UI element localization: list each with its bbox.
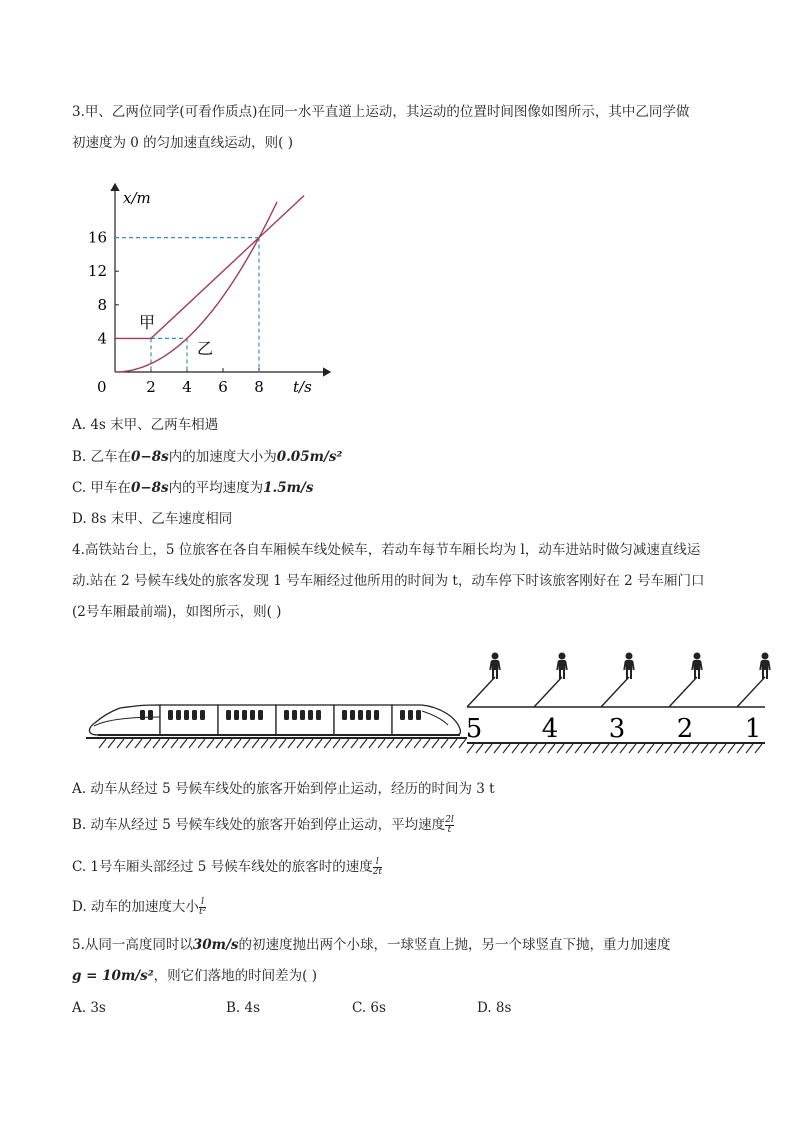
q4-text-line2: 动.站在 2 号候车线处的旅客发现 1 号车厢经过他所用的时间为 t，动车停下时该旅客刚好在 2 号车厢门口: [72, 573, 705, 589]
ground-hatch: [719, 744, 726, 753]
x-tick-label: 4: [182, 378, 192, 396]
train-window: [168, 710, 173, 720]
ground-hatch: [494, 744, 501, 753]
q5-text-line1: 5.从同一高度同时以30m/s的初速度抛出两个小球，一球竖直上抛，另一个球竖直下抛，重力加速度: [72, 937, 671, 953]
q4-option-c: C. 1号车厢头部经过 5 号候车线处的旅客时的速度 $\frac{l}{2t}$: [72, 857, 383, 877]
ground-hatch: [467, 744, 474, 753]
q5-option-a: A. 3s: [72, 1000, 106, 1016]
train-window: [258, 710, 263, 720]
ground-hatch: [620, 744, 627, 753]
ground-hatch: [225, 739, 232, 748]
train-window: [148, 710, 153, 720]
ground-hatch: [746, 744, 753, 753]
train-window: [366, 710, 371, 720]
ground-hatch: [584, 744, 591, 753]
train-window: [400, 710, 405, 720]
ground-hatch: [153, 739, 160, 748]
passenger-figure: [490, 653, 500, 680]
platform-number-3: 3: [608, 714, 626, 744]
ground-hatch: [351, 739, 358, 748]
q4-text-line1: 4.高铁站台上，5 位旅客在各自车厢候车线处候车，若动车每节车厢长均为 l，动车进站时做匀减速直线运: [72, 542, 701, 558]
platform-number-5: 5: [465, 714, 483, 744]
ground-hatch: [117, 739, 124, 748]
ground-hatch: [108, 739, 115, 748]
train-window: [226, 710, 231, 720]
train-window: [242, 710, 247, 720]
ground-hatch: [360, 739, 367, 748]
ground-hatch: [432, 739, 439, 748]
ground-hatch: [144, 739, 151, 748]
ground-hatch: [342, 739, 349, 748]
ground-hatch: [683, 744, 690, 753]
ground-hatch: [450, 739, 457, 748]
ground-hatch: [665, 744, 672, 753]
ground-hatch: [575, 744, 582, 753]
ground-hatch: [728, 744, 735, 753]
ground-hatch: [315, 739, 322, 748]
position-time-graph: [85, 170, 345, 405]
q3-option-c: C. 甲车在0−8s内的平均速度为1.5m/s: [72, 480, 314, 496]
x-tick-label: 8: [254, 378, 264, 396]
ground-hatch: [162, 739, 169, 748]
ground-hatch: [189, 739, 196, 748]
passenger-figure: [557, 653, 567, 680]
y-tick-label: 8: [97, 295, 107, 314]
train-window: [308, 710, 313, 720]
train-platform-illustration: [82, 645, 772, 760]
ground-hatch: [180, 739, 187, 748]
q4-option-d: D. 动车的加速度大小 $\frac{l}{\text{t²}}$: [72, 897, 207, 917]
ground-hatch: [476, 744, 483, 753]
train-window: [342, 710, 347, 720]
y-tick-label: 16: [87, 228, 107, 247]
ground-hatch: [638, 744, 645, 753]
ground-hatch: [279, 739, 286, 748]
ground-hatch: [324, 739, 331, 748]
ground-hatch: [207, 739, 214, 748]
train-window: [350, 710, 355, 720]
train-window: [176, 710, 181, 720]
ground-hatch: [755, 744, 762, 753]
ground-hatch: [288, 739, 295, 748]
x-axis-label: t/s: [293, 378, 312, 396]
ground-hatch: [656, 744, 663, 753]
ground-hatch: [441, 739, 448, 748]
waiting-line-4: [534, 677, 562, 707]
platform-number-2: 2: [676, 714, 694, 744]
series-label-yi: 乙: [197, 339, 214, 358]
q4-option-b: B. 动车从经过 5 号候车线处的旅客开始到停止运动，平均速度 $\frac{2l}{t}$: [72, 815, 454, 835]
y-axis-label: x/m: [123, 189, 151, 207]
passenger-figure: [692, 653, 702, 680]
ground-hatch: [387, 739, 394, 748]
high-speed-train: [89, 705, 460, 735]
waiting-line-5: [467, 677, 495, 707]
train-window: [140, 710, 145, 720]
q3-text-line2: 初速度为 0 的匀加速直线运动，则( ): [72, 135, 293, 151]
ground-hatch: [521, 744, 528, 753]
ground-hatch: [234, 739, 241, 748]
ground-hatch: [647, 744, 654, 753]
q3-option-a: A. 4s 末甲、乙两车相遇: [72, 417, 219, 433]
ground-hatch: [611, 744, 618, 753]
q5-option-d: D. 8s: [477, 1000, 512, 1016]
ground-hatch: [485, 744, 492, 753]
ground-hatch: [602, 744, 609, 753]
ground-hatch: [378, 739, 385, 748]
train-window: [416, 710, 421, 720]
train-window: [250, 710, 255, 720]
ground-hatch: [270, 739, 277, 748]
ground-hatch: [629, 744, 636, 753]
ground-hatch: [243, 739, 250, 748]
origin-label: 0: [97, 378, 107, 396]
q4-option-a: A. 动车从经过 5 号候车线处的旅客开始到停止运动，经历的时间为 3 t: [72, 781, 495, 797]
ground-hatch: [306, 739, 313, 748]
ground-hatch: [674, 744, 681, 753]
ground-hatch: [369, 739, 376, 748]
train-window: [316, 710, 321, 720]
ground-hatch: [530, 744, 537, 753]
train-window: [408, 710, 413, 720]
ground-hatch: [297, 739, 304, 748]
ground-hatch: [548, 744, 555, 753]
y-tick-label: 12: [87, 262, 107, 281]
x-tick-label: 6: [218, 378, 228, 396]
ground-hatch: [216, 739, 223, 748]
platform-number-1: 1: [744, 714, 762, 744]
ground-hatch: [414, 739, 421, 748]
ground-hatch: [539, 744, 546, 753]
x-tick-label: 2: [146, 378, 156, 396]
train-window: [200, 710, 205, 720]
ground-hatch: [503, 744, 510, 753]
ground-hatch: [692, 744, 699, 753]
ground-hatch: [737, 744, 744, 753]
train-window: [284, 710, 289, 720]
ground-hatch: [171, 739, 178, 748]
ground-hatch: [593, 744, 600, 753]
q5-text-line2: g = 10m/s²，则它们落地的时间差为( ): [72, 968, 317, 984]
q3-option-b: B. 乙车在0−8s内的加速度大小为0.05m/s²: [72, 449, 343, 465]
ground-hatch: [252, 739, 259, 748]
series-line-yi: [115, 202, 277, 372]
passenger-figure: [624, 653, 634, 680]
waiting-line-2: [669, 677, 697, 707]
y-tick-label: 4: [97, 329, 107, 348]
ground-hatch: [135, 739, 142, 748]
ground-hatch: [405, 739, 412, 748]
q3-text-line1: 3.甲、乙两位同学(可看作质点)在同一水平直道上运动，其运动的位置时间图像如图所示，其中乙同学做: [72, 104, 690, 120]
ground-hatch: [396, 739, 403, 748]
q4-text-line3: (2号车厢最前端)，如图所示，则( ): [72, 604, 282, 620]
ground-hatch: [99, 739, 106, 748]
ground-hatch: [261, 739, 268, 748]
ground-hatch: [710, 744, 717, 753]
train-window: [184, 710, 189, 720]
series-label-jia: 甲: [139, 313, 156, 332]
ground-hatch: [333, 739, 340, 748]
waiting-line-3: [601, 677, 629, 707]
train-window: [292, 710, 297, 720]
passenger-figure: [760, 653, 770, 680]
train-window: [358, 710, 363, 720]
train-window: [234, 710, 239, 720]
ground-hatch: [512, 744, 519, 753]
ground-hatch: [423, 739, 430, 748]
train-window: [192, 710, 197, 720]
q3-option-d: D. 8s 末甲、乙车速度相同: [72, 511, 233, 527]
q5-option-c: C. 6s: [352, 1000, 386, 1016]
train-window: [300, 710, 305, 720]
train-window: [374, 710, 379, 720]
ground-hatch: [126, 739, 133, 748]
ground-hatch: [566, 744, 573, 753]
platform-number-4: 4: [541, 714, 559, 744]
waiting-line-1: [737, 677, 765, 707]
q5-option-b: B. 4s: [226, 1000, 261, 1016]
ground-hatch: [198, 739, 205, 748]
ground-hatch: [701, 744, 708, 753]
ground-hatch: [557, 744, 564, 753]
